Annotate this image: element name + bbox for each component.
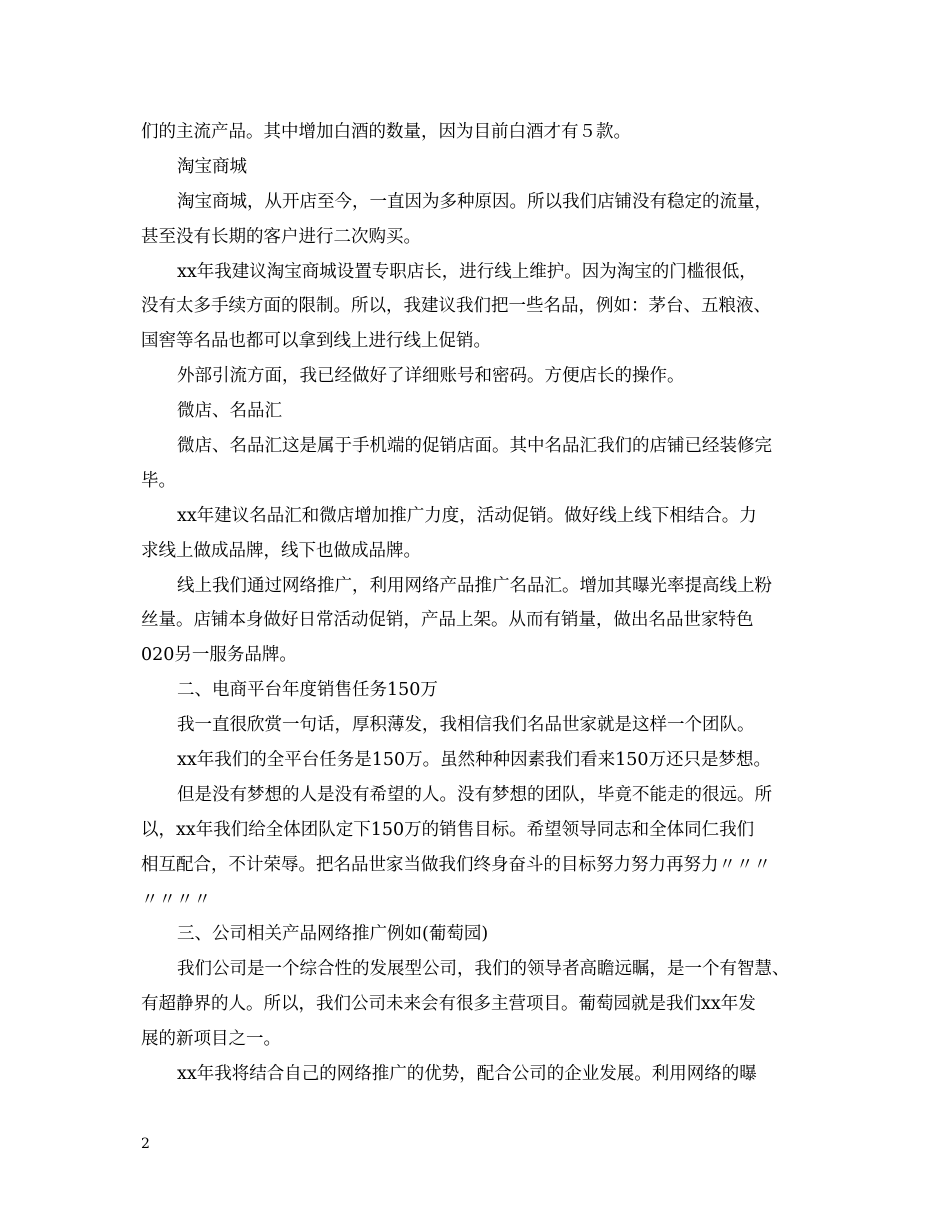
text-line: xx年我将结合自己的网络推广的优势，配合公司的企业发展。利用网络的曝 [177,1064,757,1085]
text-line: xx年建议名品汇和微店增加推广力度，活动促销。做好线上线下相结合。力 [177,505,757,526]
text-line: 甚至没有长期的客户进行二次购买。 [141,226,421,247]
text-line: 有超静界的人。所以，我们公司未来会有很多主营项目。葡萄园就是我们xx年发 [141,994,756,1015]
text-line: 以，xx年我们给全体团队定下150万的销售目标。希望领导同志和全体同仁我们 [141,819,755,840]
text-line: 们的主流产品。其中增加白酒的数量，因为目前白酒才有５款。 [141,122,631,142]
text-line: 三、公司相关产品网络推广例如(葡萄园) [177,924,489,945]
text-line: 相互配合，不计荣辱。把名品世家当做我们终身奋斗的目标努力努力再努力〃〃〃 [141,854,771,875]
text-line: 淘宝商城，从开店至今，一直因为多种原因。所以我们店铺没有稳定的流量， [177,191,772,212]
text-line: 丝量。店铺本身做好日常活动促销，产品上架。从而有销量，做出名品世家特色 [141,610,754,631]
text-line: 展的新项目之一。 [141,1029,281,1050]
text-line: 线上我们通过网络推广，利用网络产品推广名品汇。增加其曝光率提高线上粉 [177,575,772,596]
text-line: 我一直很欣赏一句话，厚积薄发，我相信我们名品世家就是这样一个团队。 [177,715,755,736]
text-line: 但是没有梦想的人是没有希望的人。没有梦想的团队，毕竟不能走的很远。所 [177,784,772,805]
page-number: 2 [141,1136,150,1152]
text-line: 淘宝商城 [177,156,247,177]
document-body [141,115,816,1092]
text-line: 求线上做成品牌，线下也做成品牌。 [141,540,421,561]
text-line: 毕。 [141,470,176,491]
text-line: 微店、名品汇 [177,401,282,422]
text-line: 外部引流方面，我已经做好了详细账号和密码。方便店长的操作。 [177,366,685,387]
text-line: 020另一服务品牌。 [141,645,297,666]
text-line: 〃〃〃〃 [141,889,211,910]
text-line: 二、电商平台年度销售任务150万 [177,680,438,701]
text-line: xx年我们的全平台任务是150万。虽然种种因素我们看来150万还只是梦想。 [177,750,772,771]
text-line: 我们公司是一个综合性的发展型公司，我们的领导者高瞻远瞩，是一个有智慧、 [177,959,790,980]
text-line: 微店、名品汇这是属于手机端的促销店面。其中名品汇我们的店铺已经装修完 [177,436,772,457]
text-line: xx年我建议淘宝商城设置专职店长，进行线上维护。因为淘宝的门槛很低， [177,261,757,282]
text-line: 没有太多手续方面的限制。所以，我建议我们把一些名品，例如：茅台、五粮液、 [141,296,771,317]
text-line: 国窖等名品也都可以拿到线上进行线上促销。 [141,331,491,352]
